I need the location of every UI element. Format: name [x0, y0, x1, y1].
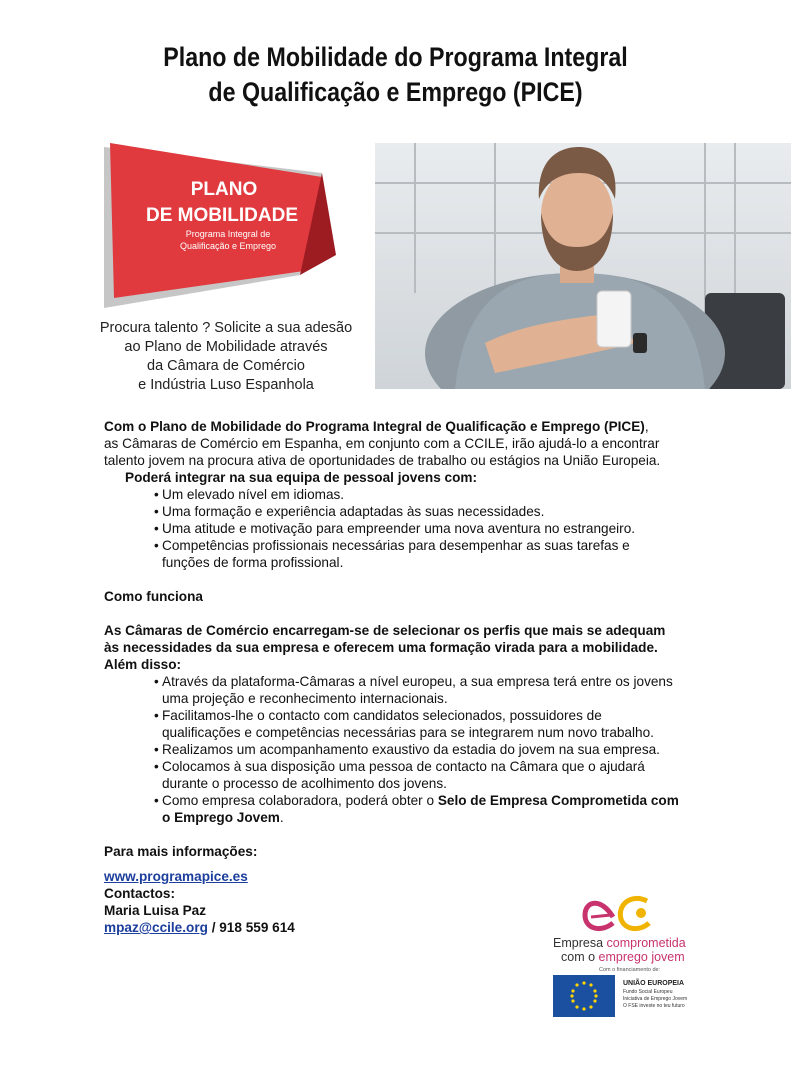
info-website-line	[104, 868, 724, 885]
eu-sub-2: Iniciativa de Emprego Jovem	[623, 996, 688, 1002]
title-line-2: de Qualificação e Emprego (PICE)	[208, 77, 583, 107]
eu-title: UNIÃO EUROPEIA	[623, 980, 685, 987]
benefit-4-cont: durante o processo de acolhimento dos jovens.	[162, 776, 447, 791]
info-heading: Para mais informações:	[104, 844, 258, 859]
benefit-5-bold: Selo de Empresa Comprometida com	[437, 793, 679, 808]
integrate-item-4-cont: funções de forma profissional.	[162, 555, 344, 570]
benefit-5-pre: Como empresa colaboradora, poderá obter o	[162, 793, 438, 808]
banner-line-3: Programa Integral de	[185, 229, 271, 239]
como-funciona-heading: Como funciona	[104, 589, 203, 604]
email-link[interactable]: mpaz@ccile.org	[104, 920, 208, 935]
integrate-item-4: Competências profissionais necessárias para desempenhar as suas tarefas e	[162, 538, 630, 553]
integrate-item-2: Uma formação e experiência adaptadas às suas necessidades.	[162, 504, 545, 519]
empresa-comprometida-logo	[551, 895, 711, 1020]
banner-line-4: Qualificação e Emprego	[179, 241, 277, 251]
list-item: • Realizamos um acompanhamento exaustivo da estadia do jovem na sua empresa.	[154, 742, 660, 757]
eu-sub-3: O FSE investe no teu futuro	[623, 1003, 685, 1009]
logo-line-2b: emprego jovem	[598, 950, 685, 964]
banner-line-1: PLANO	[190, 179, 258, 200]
contact-phone: / 918 559 614	[207, 920, 295, 935]
list-item: • Uma atitude e motivação para empreender uma nova aventura no estrangeiro.	[154, 521, 636, 536]
ec-logo-icon	[585, 898, 649, 928]
benefit-3: Realizamos um acompanhamento exaustivo da estadia do jovem na sua empresa.	[162, 742, 660, 757]
list-item: • Uma formação e experiência adaptadas às suas necessidades.	[154, 504, 545, 519]
benefit-4: Colocamos à sua disposição uma pessoa de contacto na Câmara que o ajudará	[162, 759, 645, 774]
benefit-5-cont-bold: o Emprego Jovem	[162, 810, 280, 825]
integrate-item-1: Um elevado nível em idiomas.	[162, 487, 345, 502]
svg-text:Empresa comprometida	[553, 936, 686, 950]
tagline-line-3: da Câmara de Comércio	[147, 358, 305, 374]
intro-bold-lead: Com o Plano de Mobilidade do Programa Integral de Qualificação e Emprego (PICE)	[104, 419, 645, 434]
logo-financing: Com o financiamento de:	[599, 967, 661, 973]
list-item: • Um elevado nível em idiomas.	[154, 487, 345, 502]
list-item: • Facilitamos-lhe o contacto com candidatos selecionados, possuidores de	[154, 708, 602, 723]
list-item: • Através da plataforma-Câmaras a nível europeu, a sua empresa terá entre os jovens	[154, 674, 673, 689]
intro-line-2: as Câmaras de Comércio em Espanha, em conjunto com a CCILE, irão ajudá-lo a encontrar	[104, 436, 660, 451]
logo-line-1a: Empresa	[553, 936, 607, 950]
plano-mobilidade-banner	[104, 143, 354, 308]
eu-sub-1: Fundo Social Europeu	[623, 989, 673, 995]
benefit-1-cont: uma projeção e reconhecimento internacionais.	[162, 691, 448, 706]
tagline	[86, 319, 366, 395]
logo-line-1b: comprometida	[606, 936, 686, 950]
list-item: • Como empresa colaboradora, poderá obter o Selo de Empresa Comprometida com	[154, 793, 679, 808]
benefit-2: Facilitamos-lhe o contacto com candidatos selecionados, possuidores de	[162, 708, 602, 723]
camaras-line-3: Além disso:	[104, 657, 182, 672]
body-text	[104, 418, 724, 936]
benefit-5-cont	[104, 809, 724, 826]
contact-person: Maria Luisa Paz	[104, 903, 206, 918]
contacts-label: Contactos:	[104, 886, 175, 901]
title-line-1: Plano de Mobilidade do Programa Integral	[163, 42, 628, 72]
integrate-heading: Poderá integrar na sua equipa de pessoal jovens com:	[125, 470, 478, 485]
logo-line-2a: com o	[561, 950, 599, 964]
benefit-2-cont: qualificações e competências necessárias para se integrarem num novo trabalho.	[162, 725, 654, 740]
young-man-phone-photo	[375, 143, 791, 389]
page-title	[55, 40, 735, 110]
integrate-item-3: Uma atitude e motivação para empreender uma nova aventura no estrangeiro.	[162, 521, 636, 536]
intro-line-1	[104, 418, 724, 435]
benefit-5-cont-end: .	[279, 810, 284, 825]
tagline-line-1: Procura talento ? Solicite a sua adesão	[99, 320, 353, 336]
intro-comma: ,	[644, 419, 649, 434]
camaras-line-1: As Câmaras de Comércio encarregam-se de selecionar os perfis que mais se adequam	[104, 623, 666, 638]
banner-line-2: DE MOBILIDADE	[146, 205, 298, 226]
website-link[interactable]: www.programapice.es	[104, 869, 248, 884]
svg-text:com o emprego jovem	[561, 950, 685, 964]
benefit-1: Através da plataforma-Câmaras a nível europeu, a sua empresa terá entre os jovens	[162, 674, 673, 689]
camaras-line-2: às necessidades da sua empresa e oferecem uma formação virada para a mobilidade.	[104, 640, 658, 655]
list-item: • Colocamos à sua disposição uma pessoa de contacto na Câmara que o ajudará	[154, 759, 645, 774]
list-item: • Competências profissionais necessárias para desempenhar as suas tarefas e	[154, 538, 630, 553]
eu-flag-icon	[553, 975, 615, 1017]
intro-line-3: talento jovem na procura ativa de oportunidades de trabalho ou estágios na União Europeia.	[104, 453, 661, 468]
tagline-line-2: ao Plano de Mobilidade através	[124, 339, 328, 355]
tagline-line-4: e Indústria Luso Espanhola	[138, 377, 314, 393]
